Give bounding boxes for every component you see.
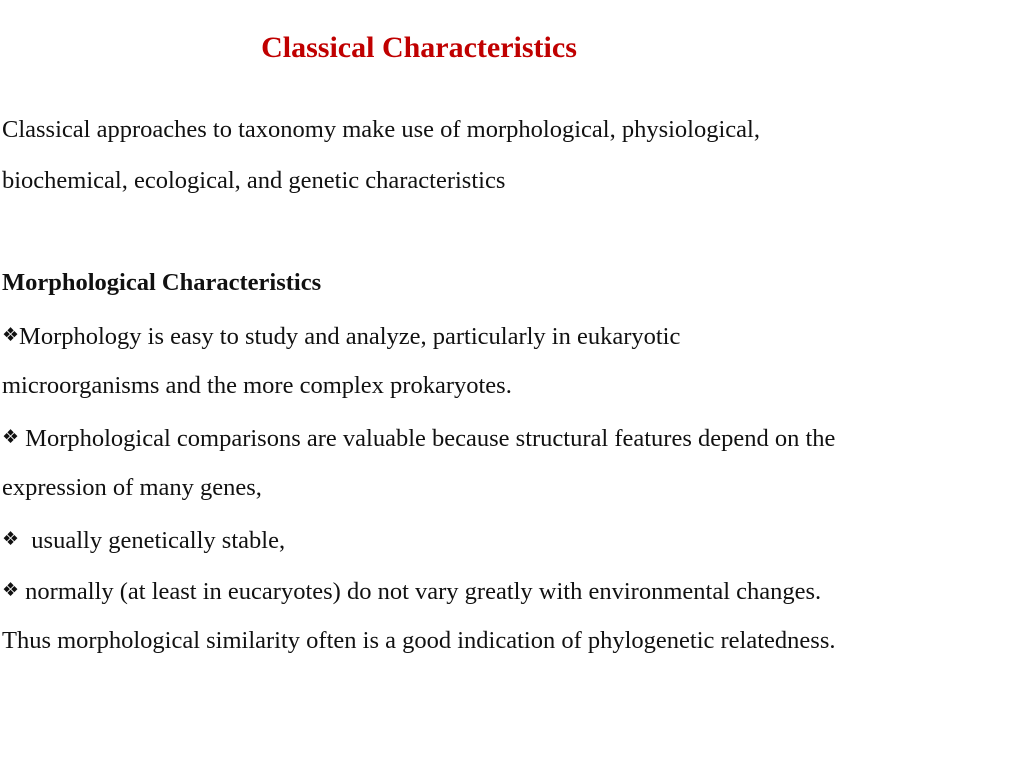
diamond-bullet-icon: ❖ — [2, 324, 20, 346]
bullet-3-text: usually genetically stable, — [19, 527, 286, 554]
diamond-bullet-icon: ❖ — [2, 528, 20, 550]
bullet-2-text: Morphological comparisons are valuable because structural features depend on the — [19, 425, 836, 452]
bullet-item-2 — [2, 422, 835, 454]
bullet-2-continuation: expression of many genes, — [2, 474, 262, 501]
diamond-bullet-icon: ❖ — [2, 579, 20, 601]
intro-line-1: Classical approaches to taxonomy make use of morphological, physiological, — [2, 116, 760, 143]
bullet-item-3 — [2, 524, 285, 556]
section-heading: Morphological Characteristics — [2, 269, 322, 296]
bullet-4-text: normally (at least in eucaryotes) do not vary greatly with environmental changes. — [19, 578, 822, 605]
bullet-1-continuation: microorganisms and the more complex prokaryotes. — [2, 372, 512, 399]
conclusion-text: Thus morphological similarity often is a good indication of phylogenetic relatedness. — [2, 627, 836, 654]
bullet-item-1 — [2, 320, 680, 352]
bullet-1-text: Morphology is easy to study and analyze, particularly in eukaryotic — [19, 323, 681, 350]
bullet-item-4 — [2, 575, 821, 607]
intro-line-2: biochemical, ecological, and genetic characteristics — [2, 167, 506, 194]
slide-title: Classical Characteristics — [261, 31, 577, 64]
diamond-bullet-icon: ❖ — [2, 426, 20, 448]
